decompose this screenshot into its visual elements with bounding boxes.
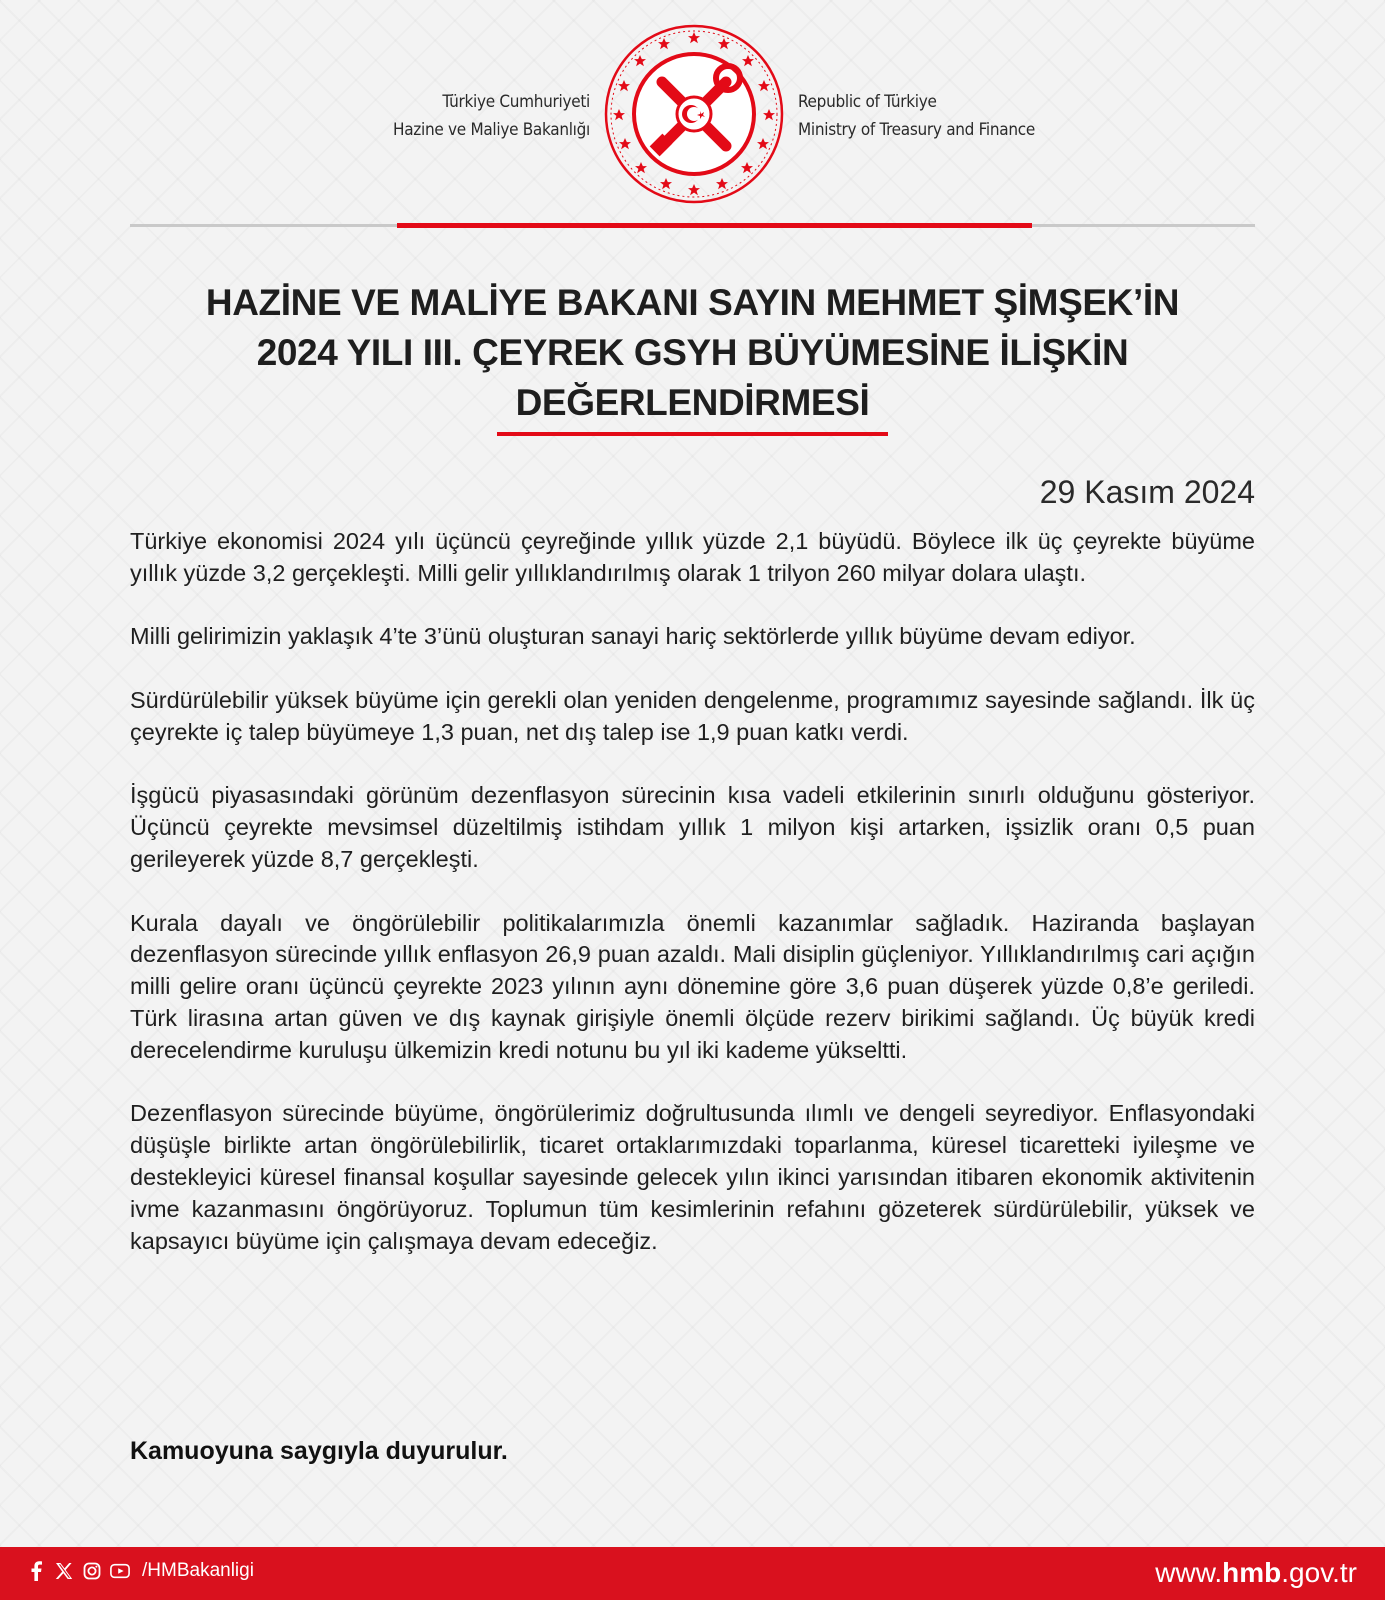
paragraph: Sürdürülebilir yüksek büyüme için gerekli olan yeniden dengelenme, programımız sayesinde sağlandı. İlk üç çeyrekte iç talep büyümeye 1,3 puan, net dış talep ise 1,9 puan katkı verdi.: [130, 686, 1255, 745]
facebook-icon[interactable]: [26, 1561, 46, 1581]
social-handle[interactable]: /HMBakanligi: [142, 1560, 254, 1581]
website-suffix: .gov.tr: [1281, 1557, 1357, 1588]
org-name-turkish: [393, 88, 590, 144]
org-name-english: [798, 88, 1035, 144]
org-right-line2: Ministry of Treasury and Finance: [798, 120, 1035, 140]
statement-body: [130, 526, 1255, 1289]
closing-statement: Kamuoyuna saygıyla duyurulur.: [130, 1437, 508, 1465]
org-right-line1: Republic of Türkiye: [798, 92, 937, 112]
footer-bar: [0, 1547, 1385, 1600]
website-prefix: www.: [1155, 1557, 1223, 1588]
release-date: 29 Kasım 2024: [1039, 474, 1255, 510]
paragraph: Kurala dayalı ve öngörülebilir politikalarımızla önemli kazanımlar sağladık. Haziranda başlayan dezenflasyon sürecinde yıllık enflasyon 26,9 puan azaldı. Mali disiplin güçleniyor. Yıllıklandırılmış cari açığın milli gelire oranı üçüncü çeyrekte 2023 yılının aynı dönemine göre 3,6 puan düşerek yüzde 0,8’e geriledi. Türk lirasına artan güven ve dış kaynak girişiyle önemli ölçüde rezerv birikimi sağlandı. Üç büyük kredi derecelendirme kuruluşu ülkemizin kredi notunu bu yıl iki kademe yükseltti.: [130, 909, 1255, 1063]
paragraph: Dezenflasyon sürecinde büyüme, öngörülerimiz doğrultusunda ılımlı ve dengeli seyrediyor. Enflasyondaki düşüşle birlikte artan öngörülebilirlik, ticaret ortaklarımızdaki toparlanma, küresel ticaretteki iyileşme ve destekleyici küresel finansal koşullar sayesinde gelecek yılın ikinci yarısından itibaren ekonomik aktivitenin ivme kazanmasını öngörüyoruz. Toplumun tüm kesimlerinin refahını gözeterek sürdürülebilir, yüksek ve kapsayıcı büyüme için çalışmaya devam edeceğiz.: [130, 1100, 1255, 1254]
page-title: [130, 278, 1255, 428]
website-domain: hmb: [1222, 1557, 1282, 1588]
org-left-line2: Hazine ve Maliye Bakanlığı: [393, 120, 590, 140]
x-icon[interactable]: [54, 1561, 74, 1581]
paragraph: Türkiye ekonomisi 2024 yılı üçüncü çeyreğinde yıllık yüzde 2,1 büyüdü. Böylece ilk üç çeyrekte büyüme yıllık yüzde 3,2 gerçekleşti. Milli gelir yıllıklandırılmış olarak 1 trilyon 260 milyar dolara ulaştı.: [130, 528, 1255, 586]
website-link[interactable]: [1155, 1557, 1357, 1589]
header-divider-accent: [397, 223, 1032, 228]
social-links: [26, 1560, 254, 1582]
youtube-icon[interactable]: [110, 1561, 130, 1581]
title-line3: DEĞERLENDİRMESİ: [515, 382, 870, 423]
instagram-icon[interactable]: [82, 1561, 102, 1581]
letterhead: [0, 0, 1385, 240]
title-line1: HAZİNE VE MALİYE BAKANI SAYIN MEHMET ŞİMŞEK’İN: [205, 282, 1180, 323]
paragraph: İşgücü piyasasındaki görünüm dezenflasyon sürecinin kısa vadeli etkilerinin sınırlı olduğunu gösteriyor. Üçüncü çeyrekte mevsimsel düzeltilmiş istihdam yıllık 1 milyon kişi artarken, işsizlik oranı 0,5 puan gerileyerek yüzde 8,7 gerçekleşti.: [130, 782, 1255, 872]
title-line2: 2024 YILI III. ÇEYREK GSYH BÜYÜMESİNE İLİŞKİN: [256, 332, 1129, 373]
org-left-line1: Türkiye Cumhuriyeti: [442, 92, 590, 112]
treasury-emblem-icon: [600, 20, 788, 208]
paragraph: Milli gelirimizin yaklaşık 4’te 3’ünü oluşturan sanayi hariç sektörlerde yıllık büyüme devam ediyor.: [130, 623, 1136, 650]
title-underline: [497, 432, 888, 436]
